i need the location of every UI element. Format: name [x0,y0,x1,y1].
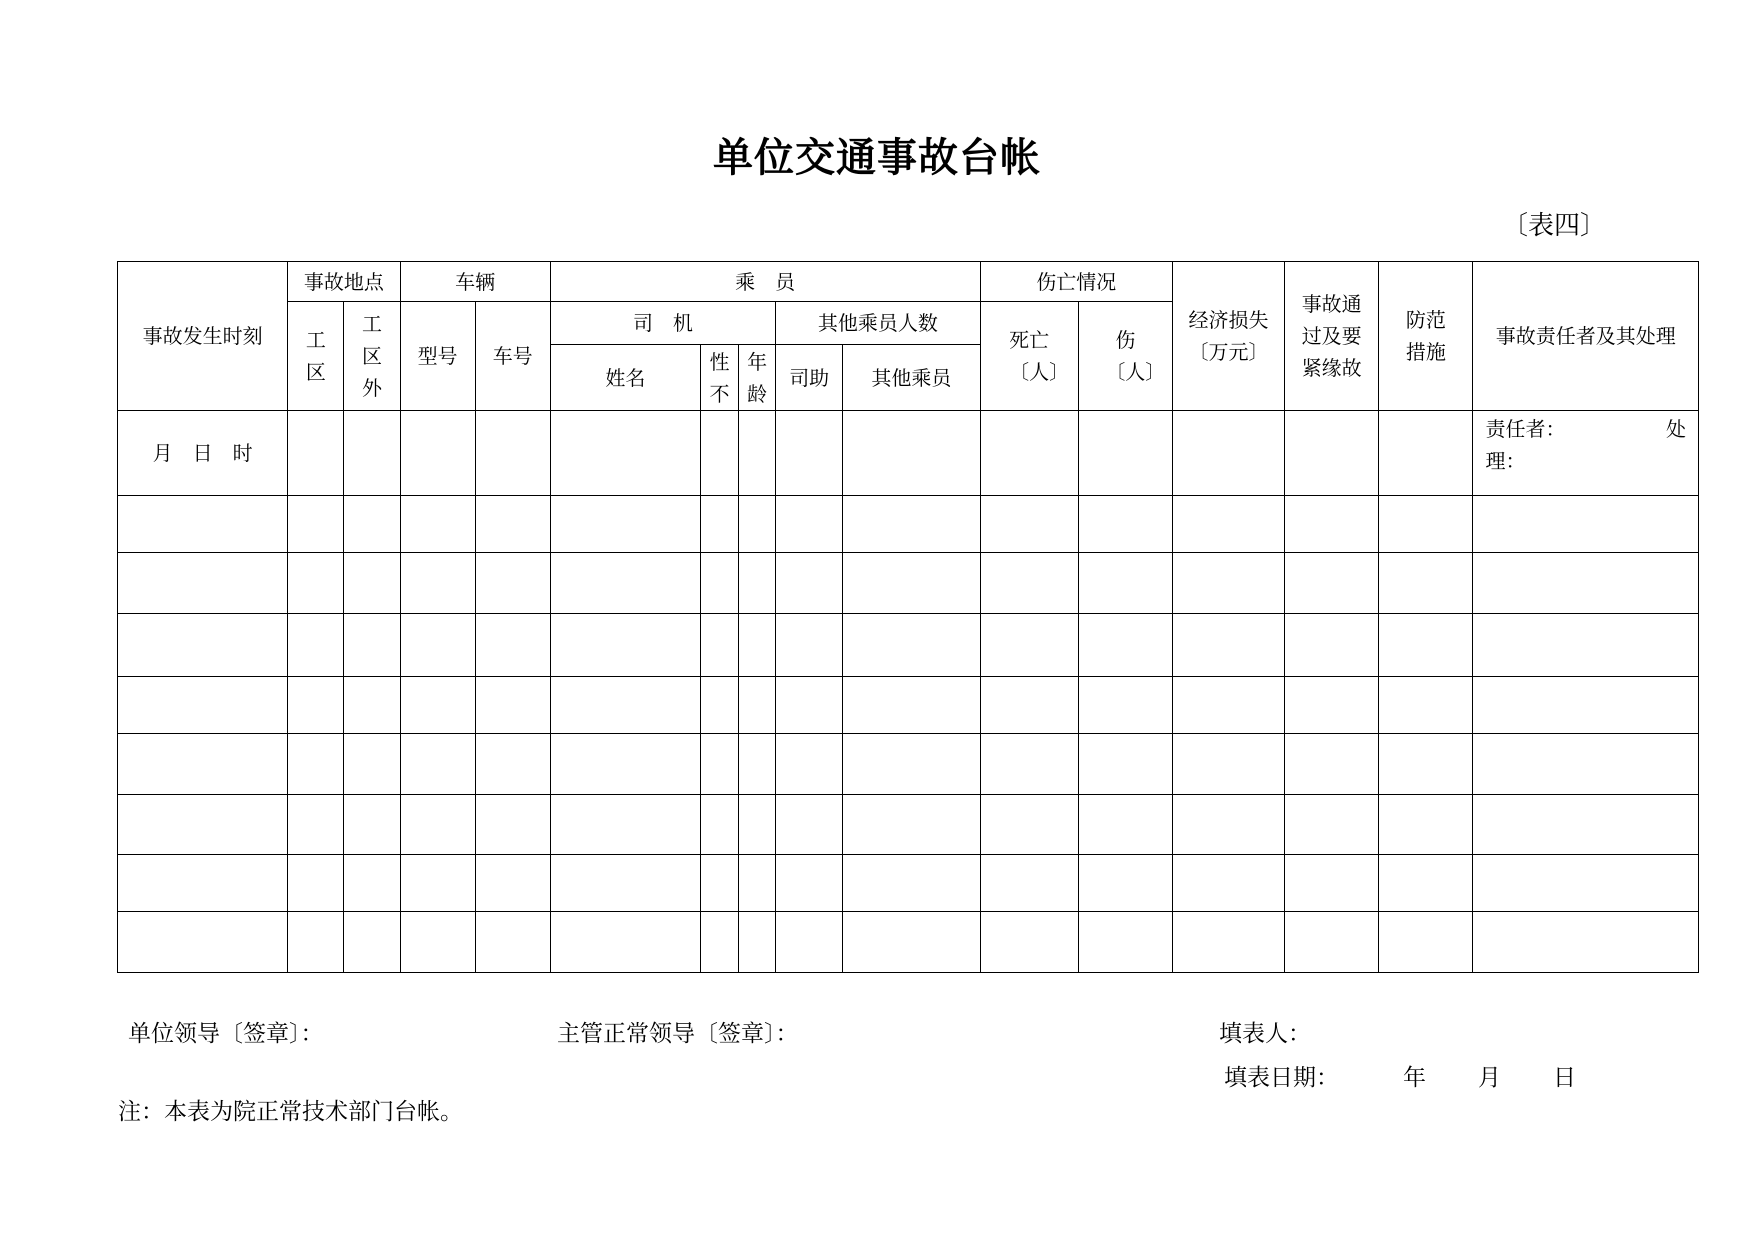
header-loss: 经济损失〔万元〕 [1172,262,1284,411]
table-row [118,411,1699,496]
header-location-in: 工区 [288,302,344,411]
cell[interactable] [344,411,400,496]
cell[interactable] [701,411,739,496]
unit-leader-signature-label: 单位领导〔签章〕： [128,1021,324,1047]
header-location-out: 工区外 [344,302,400,411]
table-row [118,496,1699,553]
table-row [118,794,1699,854]
table-row [118,911,1699,972]
table-number: 〔表四〕 [1501,211,1606,241]
cell[interactable] [980,411,1078,496]
filler-label: 填表人： [1219,1021,1311,1047]
cell[interactable] [1172,411,1284,496]
table-row [118,854,1699,911]
header-age: 年龄 [739,345,776,411]
header-others-count: 其他乘员人数 [776,302,980,345]
handle-label-1: 处 [1666,417,1686,442]
fill-date-row [1224,1062,1576,1094]
header-vehicle: 车辆 [400,262,550,302]
fill-date-label: 填表日期： [1224,1065,1339,1091]
table-row [118,733,1699,794]
day-label: 日 [1553,1065,1576,1091]
note: 注：本表为院正常技术部门台帐。 [118,1099,463,1125]
header-row-1 [118,262,1699,302]
header-crew: 乘 员 [550,262,980,302]
table-row [118,676,1699,733]
cell[interactable] [400,411,475,496]
header-other-crew: 其他乘员 [843,345,980,411]
cell[interactable] [1078,411,1172,496]
header-death: 死亡〔人〕 [980,302,1078,411]
header-assistant: 司助 [776,345,843,411]
header-plate: 车号 [475,302,550,411]
header-process: 事故通过及要紧缘故 [1285,262,1379,411]
header-model: 型号 [400,302,475,411]
dept-leader-signature-label: 主管正常领导〔签章〕： [557,1021,799,1047]
month-label: 月 [1478,1065,1501,1091]
header-driver: 司 机 [550,302,775,345]
header-name: 姓名 [550,345,700,411]
cell[interactable] [1379,411,1473,496]
header-gender: 性不 [701,345,739,411]
header-injury: 伤〔人〕 [1078,302,1172,411]
cell[interactable] [843,411,980,496]
cell[interactable] [776,411,843,496]
cell[interactable] [739,411,776,496]
header-responsible: 事故责任者及其处理 [1473,262,1699,411]
accident-ledger-table [117,261,1699,973]
cell[interactable] [475,411,550,496]
header-casualty: 伤亡情况 [980,262,1172,302]
responsible-label: 责任者： [1485,417,1566,442]
handle-label-2: 理： [1485,449,1526,474]
header-prevention: 防范措施 [1379,262,1473,411]
day-label: 日 [192,441,213,466]
header-location: 事故地点 [288,262,400,302]
table-row [118,553,1699,614]
date-cell[interactable] [118,411,288,496]
page-title: 单位交通事故台帐 [713,135,1041,181]
cell[interactable] [1285,411,1379,496]
cell[interactable] [550,411,700,496]
cell[interactable] [288,411,344,496]
header-time: 事故发生时刻 [118,262,288,411]
hour-label: 时 [232,441,253,466]
month-label: 月 [152,441,173,466]
table-row [118,614,1699,676]
year-label: 年 [1403,1065,1426,1091]
responsible-cell[interactable] [1473,411,1699,496]
